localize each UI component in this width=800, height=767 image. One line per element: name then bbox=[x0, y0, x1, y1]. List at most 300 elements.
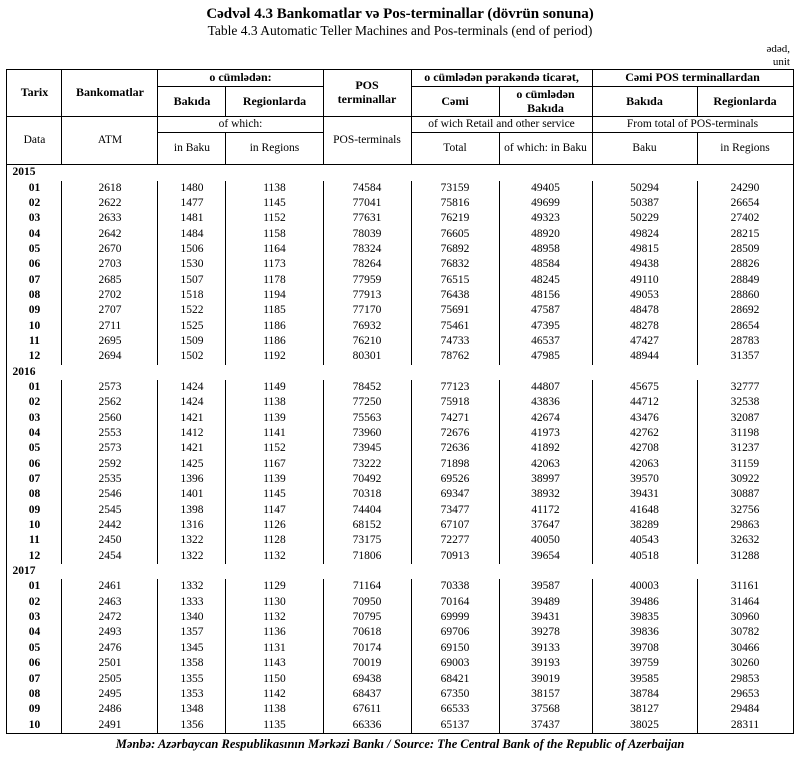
value-cell: 28849 bbox=[697, 273, 793, 288]
value-cell: 39759 bbox=[592, 656, 697, 671]
data-row bbox=[7, 257, 793, 272]
value-cell: 1131 bbox=[226, 641, 323, 656]
value-cell: 2573 bbox=[62, 441, 158, 456]
value-cell: 1353 bbox=[158, 687, 226, 702]
value-cell: 75461 bbox=[411, 319, 499, 334]
value-cell: 39193 bbox=[499, 656, 592, 671]
value-cell: 67611 bbox=[323, 702, 411, 717]
data-row bbox=[7, 395, 793, 410]
value-cell: 1506 bbox=[158, 242, 226, 257]
value-cell: 2450 bbox=[62, 533, 158, 548]
value-cell: 42674 bbox=[499, 411, 592, 426]
value-cell: 2702 bbox=[62, 288, 158, 303]
value-cell: 2546 bbox=[62, 487, 158, 502]
value-cell: 2493 bbox=[62, 625, 158, 640]
header-regionlarda-atm: Regionlarda bbox=[226, 87, 323, 117]
unit-label-en: unit bbox=[772, 55, 790, 68]
value-cell: 31237 bbox=[697, 441, 793, 456]
value-cell: 38997 bbox=[499, 472, 592, 487]
data-row bbox=[7, 718, 793, 734]
month-cell: 01 bbox=[7, 181, 62, 196]
data-row bbox=[7, 610, 793, 625]
value-cell: 42708 bbox=[592, 441, 697, 456]
value-cell: 76932 bbox=[323, 319, 411, 334]
value-cell: 38127 bbox=[592, 702, 697, 717]
value-cell: 73960 bbox=[323, 426, 411, 441]
value-cell: 39835 bbox=[592, 610, 697, 625]
value-cell: 38784 bbox=[592, 687, 697, 702]
value-cell: 39431 bbox=[592, 487, 697, 502]
data-row bbox=[7, 242, 793, 257]
value-cell: 2695 bbox=[62, 334, 158, 349]
value-cell: 70618 bbox=[323, 625, 411, 640]
value-cell: 48958 bbox=[499, 242, 592, 257]
value-cell: 2486 bbox=[62, 702, 158, 717]
value-cell: 29484 bbox=[697, 702, 793, 717]
value-cell: 2592 bbox=[62, 457, 158, 472]
data-row bbox=[7, 441, 793, 456]
value-cell: 2454 bbox=[62, 549, 158, 564]
value-cell: 2442 bbox=[62, 518, 158, 533]
data-row bbox=[7, 457, 793, 472]
value-cell: 29653 bbox=[697, 687, 793, 702]
value-cell: 70492 bbox=[323, 472, 411, 487]
value-cell: 78039 bbox=[323, 227, 411, 242]
value-cell: 2491 bbox=[62, 718, 158, 734]
value-cell: 70913 bbox=[411, 549, 499, 564]
title-block bbox=[0, 0, 800, 40]
value-cell: 1340 bbox=[158, 610, 226, 625]
header-bakida-pos: Bakıda bbox=[592, 87, 697, 117]
month-cell: 05 bbox=[7, 242, 62, 257]
month-cell: 10 bbox=[7, 518, 62, 533]
value-cell: 1192 bbox=[226, 349, 323, 364]
value-cell: 1132 bbox=[226, 549, 323, 564]
value-cell: 1502 bbox=[158, 349, 226, 364]
value-cell: 71806 bbox=[323, 549, 411, 564]
value-cell: 67350 bbox=[411, 687, 499, 702]
value-cell: 73175 bbox=[323, 533, 411, 548]
value-cell: 48245 bbox=[499, 273, 592, 288]
value-cell: 68437 bbox=[323, 687, 411, 702]
value-cell: 1333 bbox=[158, 595, 226, 610]
value-cell: 77041 bbox=[323, 196, 411, 211]
month-cell: 12 bbox=[7, 549, 62, 564]
value-cell: 30466 bbox=[697, 641, 793, 656]
value-cell: 30260 bbox=[697, 656, 793, 671]
value-cell: 2685 bbox=[62, 273, 158, 288]
value-cell: 1158 bbox=[226, 227, 323, 242]
month-cell: 03 bbox=[7, 411, 62, 426]
value-cell: 31288 bbox=[697, 549, 793, 564]
month-cell: 12 bbox=[7, 349, 62, 364]
value-cell: 77170 bbox=[323, 303, 411, 318]
value-cell: 1481 bbox=[158, 211, 226, 226]
page-title-az: Cədvəl 4.3 Bankomatlar və Pos-terminallar (dövrün sonuna) bbox=[206, 6, 594, 22]
value-cell: 1412 bbox=[158, 426, 226, 441]
header-pos-terminallar: POS terminallar bbox=[323, 70, 411, 117]
value-cell: 48920 bbox=[499, 227, 592, 242]
value-cell: 28311 bbox=[697, 718, 793, 734]
value-cell: 43836 bbox=[499, 395, 592, 410]
data-row bbox=[7, 579, 793, 594]
header-atm: ATM bbox=[62, 117, 158, 165]
value-cell: 31198 bbox=[697, 426, 793, 441]
value-cell: 68152 bbox=[323, 518, 411, 533]
header-of-which: of which: bbox=[158, 117, 323, 133]
value-cell: 29853 bbox=[697, 672, 793, 687]
value-cell: 2501 bbox=[62, 656, 158, 671]
value-cell: 66336 bbox=[323, 718, 411, 734]
value-cell: 68421 bbox=[411, 672, 499, 687]
year-label: 2015 bbox=[7, 165, 793, 181]
value-cell: 1507 bbox=[158, 273, 226, 288]
value-cell: 1345 bbox=[158, 641, 226, 656]
value-cell: 28692 bbox=[697, 303, 793, 318]
value-cell: 32087 bbox=[697, 411, 793, 426]
value-cell: 31464 bbox=[697, 595, 793, 610]
value-cell: 1357 bbox=[158, 625, 226, 640]
value-cell: 39654 bbox=[499, 549, 592, 564]
value-cell: 1152 bbox=[226, 441, 323, 456]
value-cell: 1401 bbox=[158, 487, 226, 502]
value-cell: 39278 bbox=[499, 625, 592, 640]
value-cell: 2633 bbox=[62, 211, 158, 226]
header-of-which-in-baku: of which: in Baku bbox=[499, 133, 592, 165]
value-cell: 1194 bbox=[226, 288, 323, 303]
month-cell: 06 bbox=[7, 457, 62, 472]
value-cell: 31357 bbox=[697, 349, 793, 364]
value-cell: 1186 bbox=[226, 334, 323, 349]
value-cell: 69003 bbox=[411, 656, 499, 671]
header-cemi-pos-terminallardan: Cəmi POS terminallardan bbox=[592, 70, 793, 87]
value-cell: 74584 bbox=[323, 181, 411, 196]
value-cell: 1138 bbox=[226, 181, 323, 196]
value-cell: 77913 bbox=[323, 288, 411, 303]
value-cell: 2573 bbox=[62, 380, 158, 395]
value-cell: 1398 bbox=[158, 503, 226, 518]
value-cell: 28860 bbox=[697, 288, 793, 303]
value-cell: 31161 bbox=[697, 579, 793, 594]
value-cell: 48478 bbox=[592, 303, 697, 318]
header-baku-pos: Baku bbox=[592, 133, 697, 165]
value-cell: 49053 bbox=[592, 288, 697, 303]
table-header bbox=[7, 70, 793, 165]
value-cell: 1145 bbox=[226, 196, 323, 211]
value-cell: 69526 bbox=[411, 472, 499, 487]
data-row bbox=[7, 472, 793, 487]
data-row bbox=[7, 196, 793, 211]
value-cell: 1145 bbox=[226, 487, 323, 502]
value-cell: 28654 bbox=[697, 319, 793, 334]
value-cell: 69706 bbox=[411, 625, 499, 640]
value-cell: 41892 bbox=[499, 441, 592, 456]
year-row bbox=[7, 165, 793, 181]
header-o-cumleden-bakida: o cümlədən Bakıda bbox=[499, 87, 592, 117]
value-cell: 69150 bbox=[411, 641, 499, 656]
value-cell: 40543 bbox=[592, 533, 697, 548]
value-cell: 45675 bbox=[592, 380, 697, 395]
value-cell: 74404 bbox=[323, 503, 411, 518]
value-cell: 1424 bbox=[158, 395, 226, 410]
value-cell: 38289 bbox=[592, 518, 697, 533]
header-data-en: Data bbox=[7, 117, 62, 165]
unit-label bbox=[0, 43, 790, 68]
value-cell: 40518 bbox=[592, 549, 697, 564]
value-cell: 48278 bbox=[592, 319, 697, 334]
value-cell: 70164 bbox=[411, 595, 499, 610]
data-row bbox=[7, 702, 793, 717]
value-cell: 1178 bbox=[226, 273, 323, 288]
value-cell: 80301 bbox=[323, 349, 411, 364]
value-cell: 74733 bbox=[411, 334, 499, 349]
value-cell: 47427 bbox=[592, 334, 697, 349]
value-cell: 72676 bbox=[411, 426, 499, 441]
month-cell: 10 bbox=[7, 319, 62, 334]
value-cell: 2642 bbox=[62, 227, 158, 242]
value-cell: 78264 bbox=[323, 257, 411, 272]
month-cell: 05 bbox=[7, 441, 62, 456]
value-cell: 1322 bbox=[158, 549, 226, 564]
value-cell: 75918 bbox=[411, 395, 499, 410]
value-cell: 76892 bbox=[411, 242, 499, 257]
value-cell: 2553 bbox=[62, 426, 158, 441]
value-cell: 49323 bbox=[499, 211, 592, 226]
value-cell: 41648 bbox=[592, 503, 697, 518]
value-cell: 70019 bbox=[323, 656, 411, 671]
value-cell: 2535 bbox=[62, 472, 158, 487]
value-cell: 69438 bbox=[323, 672, 411, 687]
header-o-cumleden-perakende: o cümlədən pərakəndə ticarət, bbox=[411, 70, 592, 87]
value-cell: 1332 bbox=[158, 579, 226, 594]
value-cell: 77631 bbox=[323, 211, 411, 226]
value-cell: 1130 bbox=[226, 595, 323, 610]
value-cell: 30887 bbox=[697, 487, 793, 502]
month-cell: 10 bbox=[7, 718, 62, 734]
month-cell: 09 bbox=[7, 702, 62, 717]
data-row bbox=[7, 687, 793, 702]
month-cell: 04 bbox=[7, 227, 62, 242]
data-row bbox=[7, 518, 793, 533]
value-cell: 1147 bbox=[226, 503, 323, 518]
data-row bbox=[7, 656, 793, 671]
value-cell: 28826 bbox=[697, 257, 793, 272]
statistics-table bbox=[6, 69, 793, 734]
value-cell: 49699 bbox=[499, 196, 592, 211]
value-cell: 48156 bbox=[499, 288, 592, 303]
data-row bbox=[7, 533, 793, 548]
value-cell: 30782 bbox=[697, 625, 793, 640]
value-cell: 49438 bbox=[592, 257, 697, 272]
value-cell: 2703 bbox=[62, 257, 158, 272]
value-cell: 1167 bbox=[226, 457, 323, 472]
unit-label-az: ədəd, bbox=[766, 42, 790, 55]
value-cell: 44712 bbox=[592, 395, 697, 410]
value-cell: 1136 bbox=[226, 625, 323, 640]
value-cell: 71164 bbox=[323, 579, 411, 594]
value-cell: 70950 bbox=[323, 595, 411, 610]
value-cell: 49824 bbox=[592, 227, 697, 242]
value-cell: 42762 bbox=[592, 426, 697, 441]
value-cell: 73945 bbox=[323, 441, 411, 456]
header-in-regions-atm: in Regions bbox=[226, 133, 323, 165]
value-cell: 39019 bbox=[499, 672, 592, 687]
value-cell: 39836 bbox=[592, 625, 697, 640]
value-cell: 70338 bbox=[411, 579, 499, 594]
value-cell: 75816 bbox=[411, 196, 499, 211]
value-cell: 39431 bbox=[499, 610, 592, 625]
value-cell: 49110 bbox=[592, 273, 697, 288]
value-cell: 78452 bbox=[323, 380, 411, 395]
value-cell: 32538 bbox=[697, 395, 793, 410]
value-cell: 38932 bbox=[499, 487, 592, 502]
year-label: 2017 bbox=[7, 564, 793, 579]
value-cell: 1185 bbox=[226, 303, 323, 318]
value-cell: 1164 bbox=[226, 242, 323, 257]
source-note: Mənbə: Azərbaycan Respublikasının Mərkəzi Bankı / Source: The Central Bank of the Republic of Azerbaijan bbox=[115, 736, 685, 751]
value-cell: 47587 bbox=[499, 303, 592, 318]
value-cell: 43476 bbox=[592, 411, 697, 426]
value-cell: 76219 bbox=[411, 211, 499, 226]
value-cell: 46537 bbox=[499, 334, 592, 349]
value-cell: 1356 bbox=[158, 718, 226, 734]
month-cell: 08 bbox=[7, 288, 62, 303]
value-cell: 1530 bbox=[158, 257, 226, 272]
value-cell: 29863 bbox=[697, 518, 793, 533]
value-cell: 39587 bbox=[499, 579, 592, 594]
value-cell: 1355 bbox=[158, 672, 226, 687]
value-cell: 2461 bbox=[62, 579, 158, 594]
value-cell: 47395 bbox=[499, 319, 592, 334]
header-total: Total bbox=[411, 133, 499, 165]
header-bakida-atm: Bakıda bbox=[158, 87, 226, 117]
header-from-total-pos: From total of POS-terminals bbox=[592, 117, 793, 133]
data-row bbox=[7, 303, 793, 318]
month-cell: 05 bbox=[7, 641, 62, 656]
value-cell: 41973 bbox=[499, 426, 592, 441]
value-cell: 72277 bbox=[411, 533, 499, 548]
value-cell: 1139 bbox=[226, 411, 323, 426]
data-row bbox=[7, 227, 793, 242]
data-row bbox=[7, 625, 793, 640]
value-cell: 2618 bbox=[62, 181, 158, 196]
value-cell: 2694 bbox=[62, 349, 158, 364]
data-row bbox=[7, 319, 793, 334]
month-cell: 11 bbox=[7, 334, 62, 349]
data-row bbox=[7, 549, 793, 564]
year-row bbox=[7, 564, 793, 579]
value-cell: 1149 bbox=[226, 380, 323, 395]
value-cell: 1129 bbox=[226, 579, 323, 594]
value-cell: 1132 bbox=[226, 610, 323, 625]
value-cell: 47985 bbox=[499, 349, 592, 364]
value-cell: 1316 bbox=[158, 518, 226, 533]
value-cell: 32632 bbox=[697, 533, 793, 548]
data-row bbox=[7, 595, 793, 610]
value-cell: 1525 bbox=[158, 319, 226, 334]
value-cell: 71898 bbox=[411, 457, 499, 472]
value-cell: 37437 bbox=[499, 718, 592, 734]
value-cell: 2476 bbox=[62, 641, 158, 656]
month-cell: 11 bbox=[7, 533, 62, 548]
value-cell: 40003 bbox=[592, 579, 697, 594]
header-in-regions-pos: in Regions bbox=[697, 133, 793, 165]
month-cell: 04 bbox=[7, 625, 62, 640]
value-cell: 76515 bbox=[411, 273, 499, 288]
value-cell: 1138 bbox=[226, 395, 323, 410]
value-cell: 2495 bbox=[62, 687, 158, 702]
value-cell: 2472 bbox=[62, 610, 158, 625]
value-cell: 2622 bbox=[62, 196, 158, 211]
month-cell: 01 bbox=[7, 579, 62, 594]
value-cell: 73222 bbox=[323, 457, 411, 472]
value-cell: 48584 bbox=[499, 257, 592, 272]
value-cell: 1421 bbox=[158, 441, 226, 456]
value-cell: 42063 bbox=[592, 457, 697, 472]
value-cell: 39585 bbox=[592, 672, 697, 687]
value-cell: 1425 bbox=[158, 457, 226, 472]
value-cell: 2707 bbox=[62, 303, 158, 318]
value-cell: 2560 bbox=[62, 411, 158, 426]
value-cell: 1477 bbox=[158, 196, 226, 211]
value-cell: 40050 bbox=[499, 533, 592, 548]
value-cell: 72636 bbox=[411, 441, 499, 456]
value-cell: 1141 bbox=[226, 426, 323, 441]
value-cell: 48944 bbox=[592, 349, 697, 364]
value-cell: 77123 bbox=[411, 380, 499, 395]
data-row bbox=[7, 503, 793, 518]
data-row bbox=[7, 288, 793, 303]
value-cell: 2505 bbox=[62, 672, 158, 687]
month-cell: 04 bbox=[7, 426, 62, 441]
value-cell: 2463 bbox=[62, 595, 158, 610]
value-cell: 37647 bbox=[499, 518, 592, 533]
value-cell: 65137 bbox=[411, 718, 499, 734]
value-cell: 1518 bbox=[158, 288, 226, 303]
header-pos-terminals: POS-terminals bbox=[323, 117, 411, 165]
header-cemi: Cəmi bbox=[411, 87, 499, 117]
header-of-which-retail: of wich Retail and other service bbox=[411, 117, 592, 133]
month-cell: 07 bbox=[7, 273, 62, 288]
data-row bbox=[7, 211, 793, 226]
value-cell: 44807 bbox=[499, 380, 592, 395]
value-cell: 39489 bbox=[499, 595, 592, 610]
value-cell: 1173 bbox=[226, 257, 323, 272]
year-label: 2016 bbox=[7, 365, 793, 380]
value-cell: 1138 bbox=[226, 702, 323, 717]
month-cell: 06 bbox=[7, 257, 62, 272]
value-cell: 77959 bbox=[323, 273, 411, 288]
value-cell: 1522 bbox=[158, 303, 226, 318]
month-cell: 08 bbox=[7, 487, 62, 502]
month-cell: 07 bbox=[7, 672, 62, 687]
month-cell: 08 bbox=[7, 687, 62, 702]
value-cell: 32756 bbox=[697, 503, 793, 518]
header-in-baku-atm: in Baku bbox=[158, 133, 226, 165]
value-cell: 70174 bbox=[323, 641, 411, 656]
month-cell: 02 bbox=[7, 196, 62, 211]
value-cell: 69999 bbox=[411, 610, 499, 625]
value-cell: 76438 bbox=[411, 288, 499, 303]
value-cell: 42063 bbox=[499, 457, 592, 472]
value-cell: 31159 bbox=[697, 457, 793, 472]
value-cell: 74271 bbox=[411, 411, 499, 426]
value-cell: 1150 bbox=[226, 672, 323, 687]
value-cell: 1421 bbox=[158, 411, 226, 426]
value-cell: 1143 bbox=[226, 656, 323, 671]
value-cell: 67107 bbox=[411, 518, 499, 533]
data-row bbox=[7, 426, 793, 441]
